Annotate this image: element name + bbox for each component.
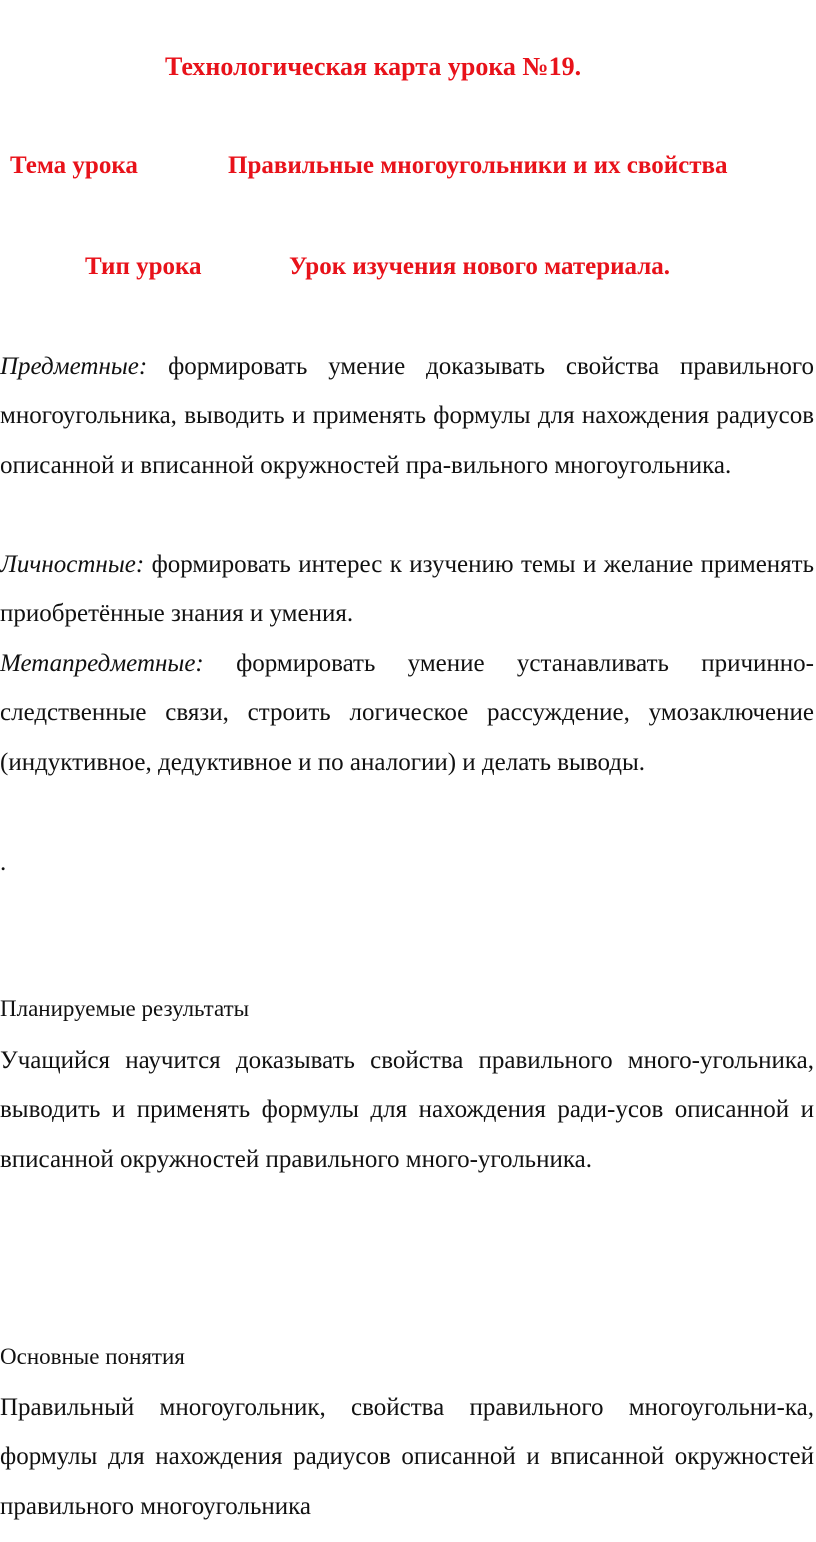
page-title: Технологическая карта урока №19. [165, 52, 582, 81]
goal-meta-label: Метапредметные: [0, 650, 204, 677]
goal-personal-text: формировать интерес к изучению темы и желание применять приобретённые знания и умения. [0, 551, 814, 628]
separator-dot: . [0, 849, 7, 876]
topic-label: Тема урока [10, 152, 138, 179]
results-text: Учащийся научится доказывать свойства правильного много-угольника, выводить и применять формулы для нахождения ради-усов описанной и вписанной окружностей правильного много-угольника. [0, 1047, 814, 1173]
results-heading: Планируемые результаты [0, 996, 250, 1021]
topic-value: Правильные многоугольники и их свойства [228, 152, 728, 179]
concepts-text: Правильный многоугольник, свойства правильного многоугольни-ка, формулы для нахождения радиусов описанной и вписанной окружностей правильного многоугольника [0, 1394, 814, 1520]
lesson-type-value: Урок изучения нового материала. [289, 253, 671, 280]
goal-subject-text: формировать умение доказывать свойства правильного многоугольника, выводить и применять формулы для нахождения радиусов описанной и вписанной окружностей пра-вильного многоугольника. [0, 353, 815, 479]
lesson-type-label: Тип урока [85, 253, 202, 280]
goal-meta-text: формировать умение устанавливать причинно-следственные связи, строить логическое рассуждение, умозаключение (индуктивное, дедуктивное и по аналогии) и делать выводы. [0, 650, 815, 776]
goal-subject [0, 342, 814, 490]
goal-meta [0, 639, 814, 787]
concepts-heading: Основные понятия [0, 1344, 185, 1369]
goal-subject-label: Предметные: [0, 353, 148, 380]
goal-personal-label: Личностные: [0, 551, 145, 578]
goal-personal [0, 540, 814, 639]
